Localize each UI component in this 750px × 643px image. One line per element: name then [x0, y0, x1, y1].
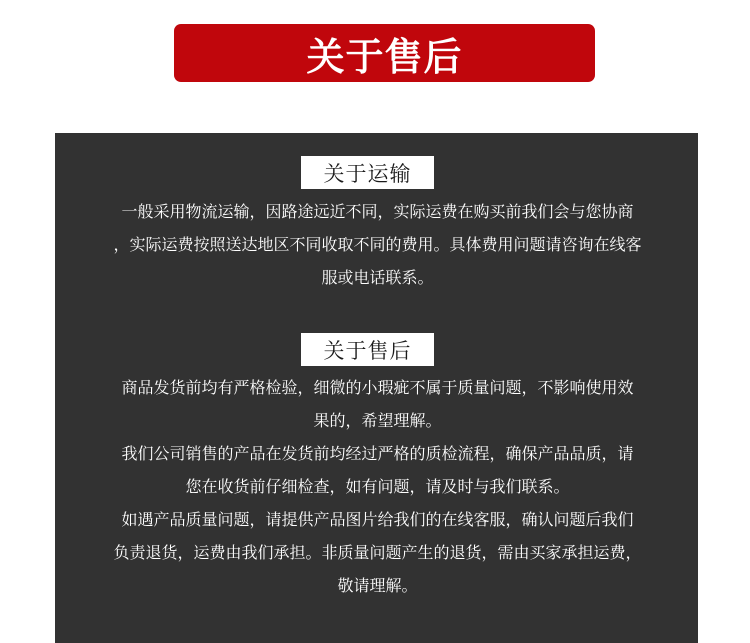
info-panel [55, 133, 698, 643]
after-sales-line: 如遇产品质量问题，请提供产品图片给我们的在线客服，确认问题后我们 [121, 510, 634, 529]
shipping-line: ，实际运费按照送达地区不同收取不同的费用。具体费用问题请咨询在线客 [113, 235, 642, 254]
page-title-banner [174, 24, 595, 82]
page-title: 关于售后 [306, 34, 463, 79]
after-sales-heading: 关于售后 [301, 333, 434, 366]
shipping-text [75, 195, 680, 294]
after-sales-line: 敬请理解。 [337, 576, 418, 595]
shipping-line: 一般采用物流运输，因路途远近不同，实际运费在购买前我们会与您协商 [121, 202, 634, 221]
after-sales-text [75, 371, 680, 602]
after-sales-line: 果的，希望理解。 [313, 411, 442, 430]
after-sales-line: 负责退货，运费由我们承担。非质量问题产生的退货，需由买家承担运费， [113, 543, 642, 562]
after-sales-line: 您在收货前仔细检查，如有问题，请及时与我们联系。 [185, 477, 570, 496]
after-sales-line: 商品发货前均有严格检验，细微的小瑕疵不属于质量问题，不影响使用效 [121, 378, 634, 397]
shipping-line: 服或电话联系。 [321, 268, 434, 287]
after-sales-line: 我们公司销售的产品在发货前均经过严格的质检流程，确保产品品质，请 [121, 444, 634, 463]
shipping-heading: 关于运输 [301, 156, 434, 189]
